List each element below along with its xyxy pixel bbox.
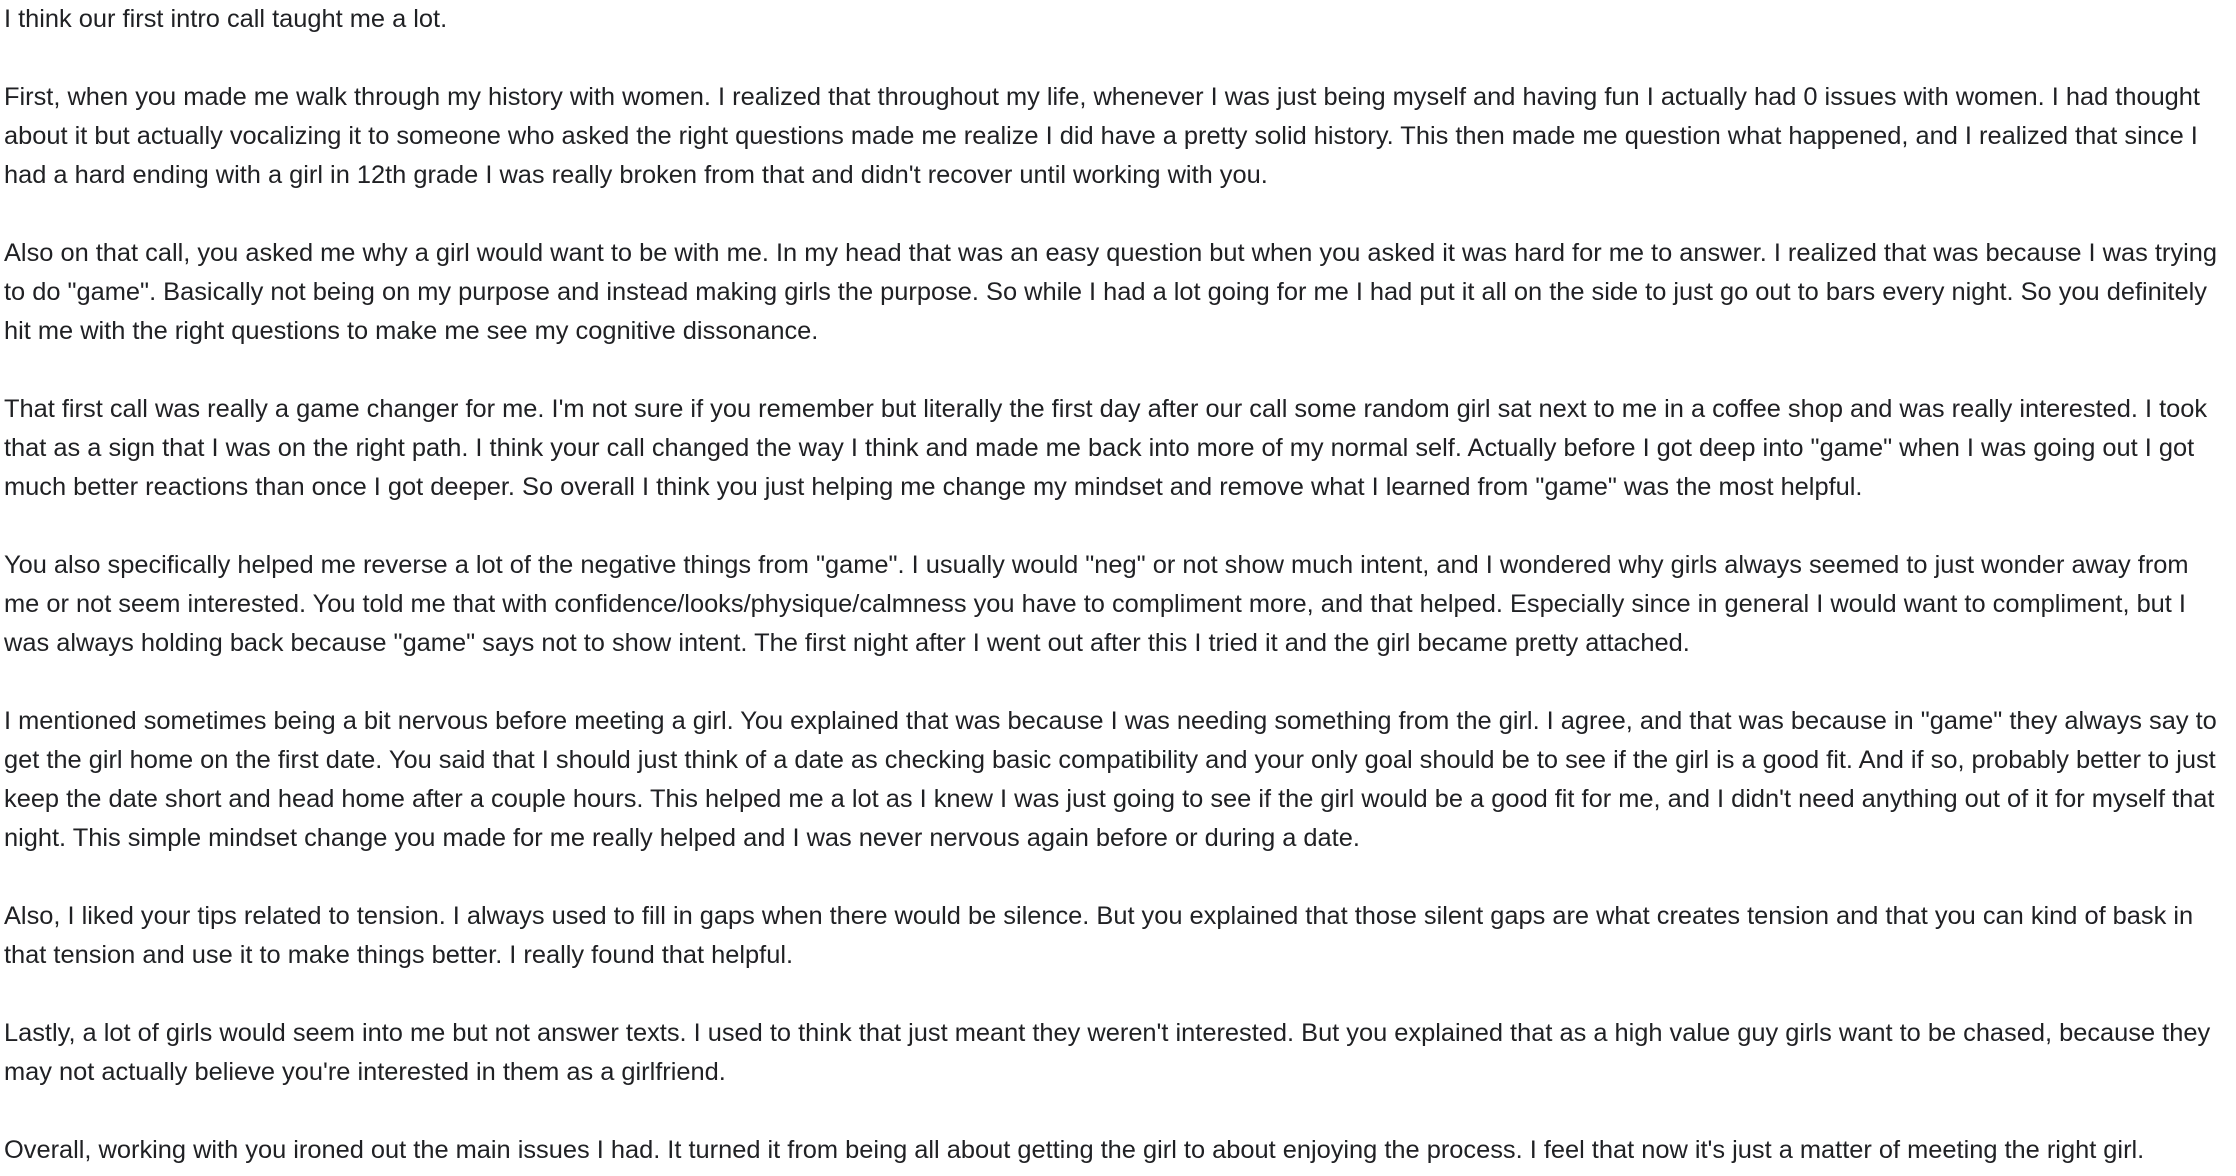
paragraph-tension: Also, I liked your tips related to tension. I always used to fill in gaps when there would be silence. But you explained that those silent gaps are what creates tension and that you can kind of bask in that tension and use it to make things better. I really found that helpful.	[4, 902, 2194, 969]
paragraph-reverse-negatives: You also specifically helped me reverse a lot of the negative things from "game". I usually would "neg" or not show much intent, and I wondered why girls always seemed to just wonder away from me or not seem interested. You told me that with confidence/looks/physique/calmness you have to compliment more, and that helped. Especially since in general I would want to compliment, but I was always holding back because "game" says not to show intent. The first night after I went out after this I tried it and the girl became pretty attached.	[4, 551, 2189, 657]
paragraph-game-changer: That first call was really a game changer for me. I'm not sure if you remember but literally the first day after our call some random girl sat next to me in a coffee shop and was really interested. I took that as a sign that I was on the right path. I think your call changed the way I think and made me back into more of my normal self. Actually before I got deep into "game" when I was going out I got much better reactions than once I got deeper. So overall I think you just helping me change my mindset and remove what I learned from "game" was the most helpful.	[4, 395, 2208, 501]
paragraph-nervous: I mentioned sometimes being a bit nervous before meeting a girl. You explained that was because I was needing something from the girl. I agree, and that was because in "game" they always say to get the girl home on the first date. You said that I should just think of a date as checking basic compatibility and your only goal should be to see if the girl is a good fit. And if so, probably better to just keep the date short and head home after a couple hours. This helped me a lot as I knew I was just going to see if the girl would be a good fit for me, and I didn't need anything out of it for myself that night. This simple mindset change you made for me really helped and I was never nervous again before or during a date.	[4, 707, 2217, 852]
paragraph-texts: Lastly, a lot of girls would seem into me but not answer texts. I used to think that just meant they weren't interested. But you explained that as a high value guy girls want to be chased, because they may not actually believe you're interested in them as a girlfriend.	[4, 1019, 2211, 1086]
paragraph-intro: I think our first intro call taught me a lot.	[4, 5, 448, 33]
paragraph-history: First, when you made me walk through my history with women. I realized that throughout my life, whenever I was just being myself and having fun I actually had 0 issues with women. I had thought about it but actually vocalizing it to someone who asked the right questions made me realize I did have a pretty solid history. This then made me question what happened, and I realized that since I had a hard ending with a girl in 12th grade I was really broken from that and didn't recover until working with you.	[4, 83, 2200, 189]
paragraph-overall: Overall, working with you ironed out the main issues I had. It turned it from being all about getting the girl to about enjoying the process. I feel that now it's just a matter of meeting the right girl.	[4, 1136, 2145, 1164]
paragraph-why-girl: Also on that call, you asked me why a girl would want to be with me. In my head that was an easy question but when you asked it was hard for me to answer. I realized that was because I was trying to do "game". Basically not being on my purpose and instead making girls the purpose. So while I had a lot going for me I had put it all on the side to just go out to bars every night. So you definitely hit me with the right questions to make me see my cognitive dissonance.	[4, 239, 2217, 345]
